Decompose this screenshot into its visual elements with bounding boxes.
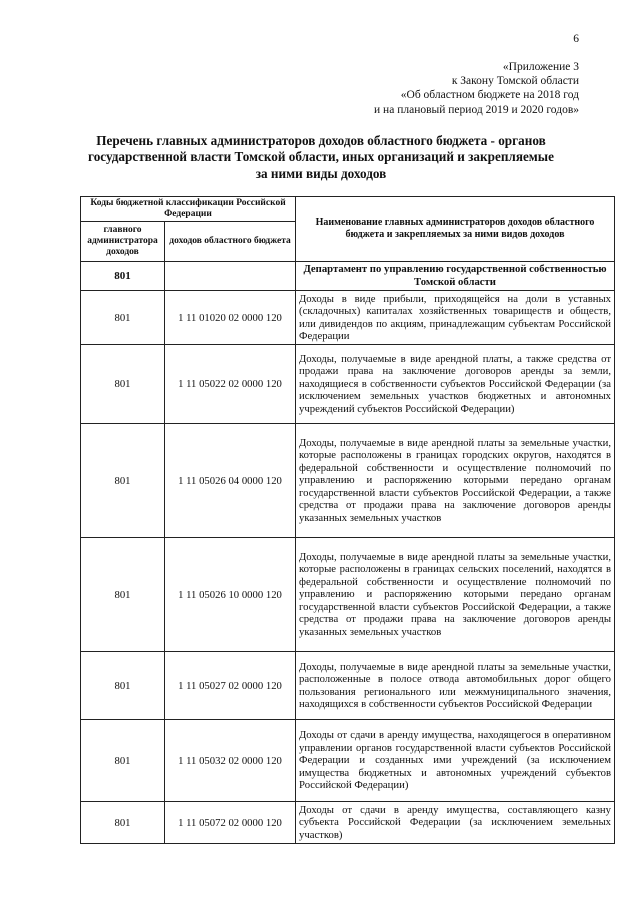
- income-code-cell: 1 11 01020 02 0000 120: [165, 291, 296, 345]
- title-line: за ними виды доходов: [255, 165, 387, 181]
- income-code-cell: 1 11 05072 02 0000 120: [165, 802, 296, 844]
- appendix-reference: [374, 60, 579, 117]
- income-code-cell: 1 11 05022 02 0000 120: [165, 345, 296, 424]
- description-cell: Доходы от сдачи в аренду имущества, находящегося в оперативном управлении органов государственной власти субъектов Российской Федерации и созданных ими учреждений (за исключением имущества бюджетных и автономных учреждений субъектов Российской Федерации): [296, 720, 615, 802]
- department-code: 801: [81, 262, 165, 291]
- table-row: [81, 802, 615, 844]
- table-row: [81, 652, 615, 720]
- income-code-cell: 1 11 05027 02 0000 120: [165, 652, 296, 720]
- description-cell: Доходы от сдачи в аренду имущества, составляющего казну субъекта Российской Федерации (за исключением земельных участков): [296, 802, 615, 844]
- appendix-line: «Об областном бюджете на 2018 год: [400, 89, 579, 102]
- appendix-line: «Приложение 3: [502, 61, 579, 73]
- table-row: [81, 345, 615, 424]
- header-income-code: доходов областного бюджета: [165, 222, 296, 262]
- table-row: [81, 291, 615, 345]
- table-row: [81, 538, 615, 652]
- admin-code-cell: 801: [81, 720, 165, 802]
- income-code-cell: 1 11 05026 10 0000 120: [165, 538, 296, 652]
- table-row: [81, 720, 615, 802]
- admin-code-cell: 801: [81, 652, 165, 720]
- department-row: [81, 262, 615, 291]
- admin-code-cell: 801: [81, 424, 165, 538]
- description-cell: Доходы, получаемые в виде арендной платы за земельные участки, которые расположены в границах сельских поселений, находятся в федеральной собственности и осуществление полномочий по управлению и распоряжению которыми передано органам государственной власти субъектов Российской Федерации, а также средства от продажи права на заключение договоров аренды указанных земельных участков: [296, 538, 615, 652]
- admin-code-cell: 801: [81, 802, 165, 844]
- department-empty-cell: [165, 262, 296, 291]
- header-row: [81, 197, 615, 222]
- document-title: [60, 133, 582, 182]
- title-line: Перечень главных администраторов доходов областного бюджета - органов: [96, 133, 546, 148]
- header-codes: Коды бюджетной классификации Российской Федерации: [81, 197, 296, 222]
- description-cell: Доходы, получаемые в виде арендной платы за земельные участки, расположенные в полосе отвода автомобильных дорог общего пользования регионального или межмуниципального значения, находящихся в собственности субъектов Российской Федерации: [296, 652, 615, 720]
- page-number: 6: [573, 33, 579, 45]
- header-admin-code: главного администратора доходов: [81, 222, 165, 262]
- appendix-line: и на плановый период 2019 и 2020 годов»: [374, 103, 579, 116]
- description-cell: Доходы, получаемые в виде арендной платы, а также средства от продажи права на заключение договоров аренды за земли, находящиеся в собственности субъектов Российской Федерации (за исключением земельных участков бюджетных и автономных учреждений субъектов Российской Федерации): [296, 345, 615, 424]
- header-name: Наименование главных администраторов доходов областного бюджета и закрепляемых за ними видов доходов: [296, 197, 615, 262]
- admin-code-cell: 801: [81, 345, 165, 424]
- administrators-table: [80, 196, 615, 844]
- appendix-line: к Закону Томской области: [451, 75, 579, 88]
- table-row: [81, 424, 615, 538]
- income-code-cell: 1 11 05026 04 0000 120: [165, 424, 296, 538]
- income-code-cell: 1 11 05032 02 0000 120: [165, 720, 296, 802]
- admin-code-cell: 801: [81, 291, 165, 345]
- description-cell: Доходы в виде прибыли, приходящейся на доли в уставных (складочных) капиталах хозяйственных товариществ и обществ, или дивидендов по акциям, принадлежащим субъектам Российской Федерации: [296, 291, 615, 345]
- title-line: государственной власти Томской области, иных организаций и закрепляемые: [88, 149, 554, 165]
- description-cell: Доходы, получаемые в виде арендной платы за земельные участки, которые расположены в границах городских округов, находятся в федеральной собственности и осуществление полномочий по управлению и распоряжению которыми передано органам государственной власти субъектов Российской Федерации, а также средства от продажи права на заключение договоров аренды указанных земельных участков: [296, 424, 615, 538]
- table-body: [81, 197, 615, 844]
- admin-code-cell: 801: [81, 538, 165, 652]
- department-name: Департамент по управлению государственной собственностью Томской области: [296, 262, 615, 291]
